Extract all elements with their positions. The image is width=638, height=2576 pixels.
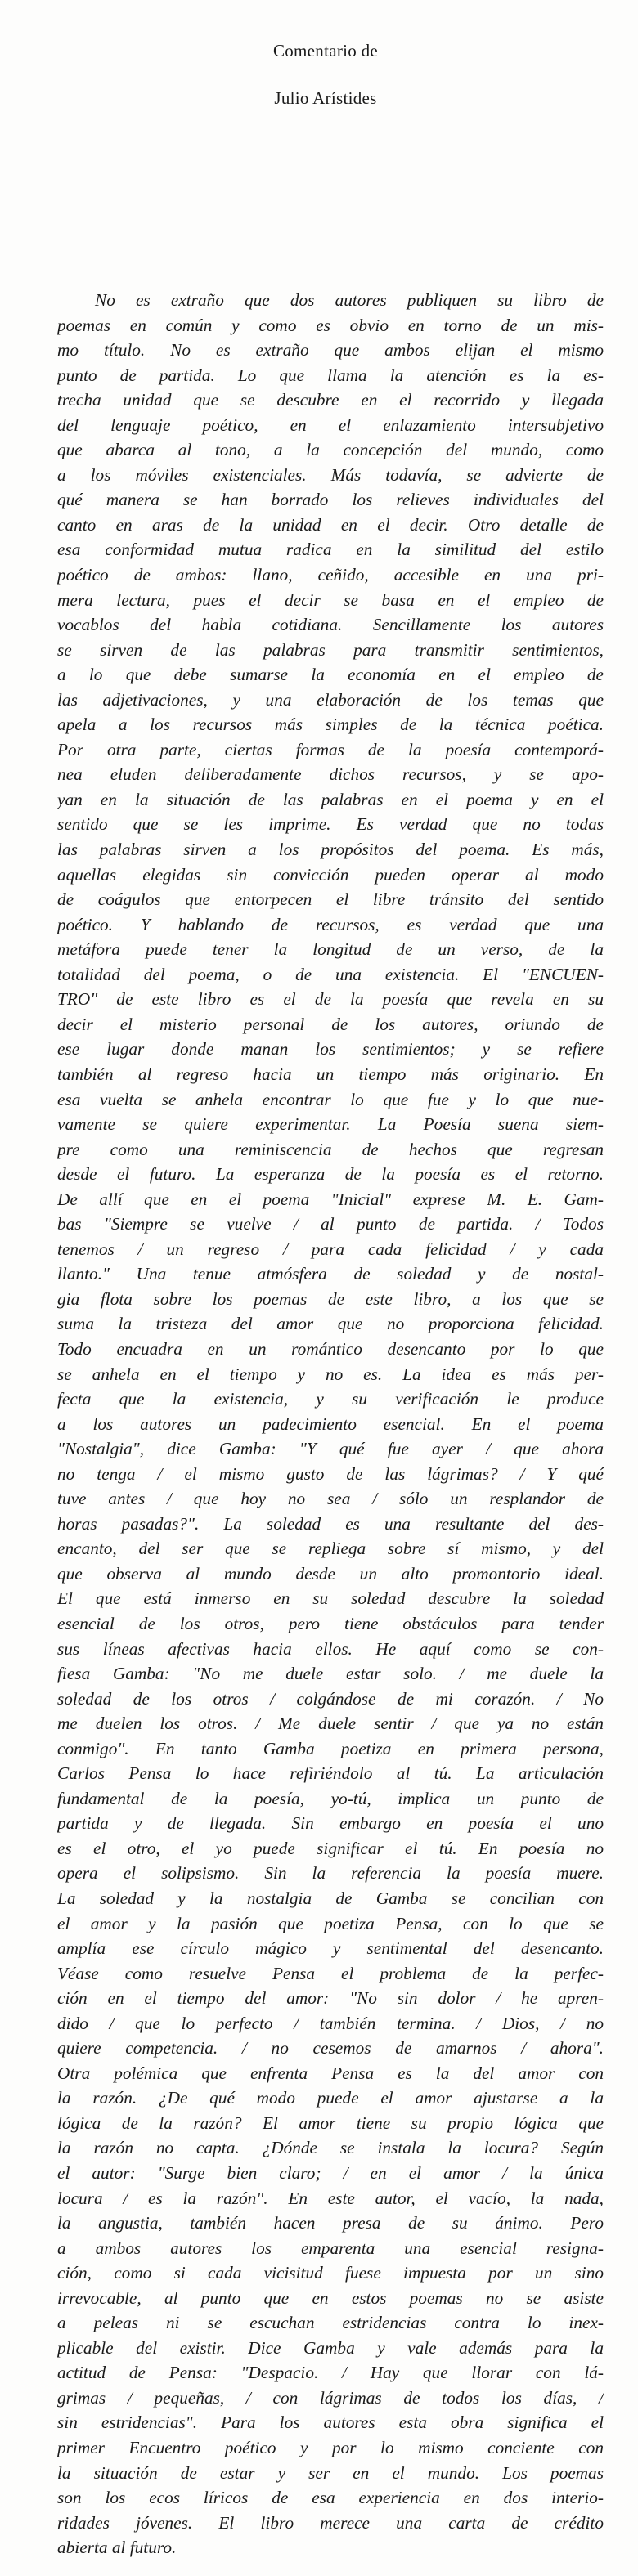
text-line: encanto, del ser que se repliega sobre sí mismo, y del — [57, 1539, 604, 1559]
text-line: se sirven de las palabras para transmitir sentimientos, — [57, 639, 604, 660]
author-name: Julio Arístides — [274, 88, 377, 108]
text-line: abierta al futuro. — [57, 2538, 177, 2558]
text-line: poemas en común y como es obvio en torno de un mis- — [57, 315, 604, 335]
text-line: a ambos autores los emparenta una esencial resigna- — [57, 2238, 604, 2258]
text-line: plicable del existir. Dice Gamba y vale además para la — [57, 2337, 604, 2358]
text-line: del lenguaje poético, en el enlazamiento intersubjetivo — [57, 414, 604, 435]
comment-label: Comentario de — [272, 41, 379, 60]
text-line: se anhela en el tiempo y no es. La idea es más per- — [57, 1364, 604, 1384]
text-line: esa vuelta se anhela encontrar lo que fue y lo que nue- — [57, 1089, 604, 1109]
text-line: "Nostalgia", dice Gamba: "Y qué fue ayer / que ahora — [57, 1439, 604, 1459]
text-line: también al regreso hacia un tiempo más originario. En — [57, 1064, 604, 1084]
text-line: Véase como resuelve Pensa el problema de la perfec- — [57, 1963, 604, 1983]
text-line: poético. Y hablando de recursos, es verdad que una — [57, 914, 604, 934]
text-line: son los ecos líricos de esa experiencia en dos interio- — [57, 2488, 604, 2508]
text-line: mera lectura, pues el decir se basa en el empleo de — [57, 589, 604, 610]
text-line: ción, como si cada vicisitud fuese impuesta por un sino — [57, 2263, 604, 2283]
text-line: dido / que lo perfecto / también termina. / Dios, / no — [57, 2013, 604, 2033]
text-line: sus líneas afectivas hacia ellos. He aquí como se con- — [57, 1638, 604, 1659]
text-line: horas pasadas?". La soledad es una resultante del des- — [57, 1513, 604, 1534]
text-line: el autor: "Surge bien claro; / en el amor / la única — [57, 2163, 604, 2184]
text-line: a los móviles existenciales. Más todavía, se advierte de — [57, 464, 604, 485]
text-line: de coágulos que entorpecen el libre tránsito del sentido — [57, 889, 604, 910]
text-line: es el otro, el yo puede significar el tú. En poesía no — [57, 1838, 604, 1858]
text-line: canto en aras de la unidad en el decir. Otro detalle de — [57, 514, 604, 535]
text-line: No es extraño que dos autores publiquen su libro de — [95, 290, 604, 310]
text-line: lógica de la razón? El amor tiene su propio lógica que — [57, 2112, 604, 2133]
text-line: suma la tristeza del amor que no proporciona felicidad. — [57, 1314, 604, 1334]
text-line: fiesa Gamba: "No me duele estar solo. / me duele la — [57, 1664, 604, 1684]
text-line: De allí que en el poema "Inicial" exprese M. E. Gam- — [57, 1189, 604, 1209]
text-line: partida y de llegada. Sin embargo en poesía el uno — [57, 1813, 604, 1834]
text-line: fecta que la existencia, y su verificación le produce — [57, 1389, 604, 1409]
text-line: qué manera se han borrado los relieves individuales del — [57, 490, 604, 510]
text-line: aquellas elegidas sin convicción pueden operar al modo — [57, 864, 604, 885]
text-line: totalidad del poema, o de una existencia. El "ENCUEN- — [57, 964, 604, 984]
text-line: vamente se quiere experimentar. La Poesía suena siem- — [57, 1114, 604, 1135]
text-line: Carlos Pensa lo hace refiriéndolo al tú. La articulación — [57, 1763, 604, 1784]
text-line: La soledad y la nostalgia de Gamba se concilian con — [57, 1888, 604, 1908]
text-line: las adjetivaciones, y una elaboración de los temas que — [57, 689, 604, 710]
text-line: me duelen los otros. / Me duele sentir / que ya no están — [57, 1714, 604, 1734]
text-line: a lo que debe sumarse la economía en el empleo de — [57, 665, 604, 685]
text-line: decir el misterio personal de los autores, oriundo de — [57, 1014, 604, 1034]
text-line: las palabras sirven a los propósitos del poema. Es más, — [57, 840, 604, 860]
text-line: punto de partida. Lo que llama la atención es la es- — [57, 365, 604, 385]
text-line: sentido que se les imprime. Es verdad que no todas — [57, 814, 604, 835]
text-line: El que está inmerso en su soledad descubre la soledad — [57, 1588, 604, 1609]
text-line: mo título. No es extraño que ambos elijan el mismo — [57, 340, 604, 361]
text-line: conmigo". En tanto Gamba poetiza en primera persona, — [57, 1738, 604, 1758]
text-line: ción en el tiempo del amor: "No sin dolor / he apren- — [57, 1988, 604, 2009]
text-line: no tenga / el mismo gusto de las lágrimas? / Y qué — [57, 1463, 604, 1484]
text-line: pre como una reminiscencia de hechos que regresan — [57, 1139, 604, 1159]
text-line: Por otra parte, ciertas formas de la poesía contemporá- — [57, 739, 604, 759]
text-line: la angustia, también hacen presa de su ánimo. Pero — [57, 2213, 604, 2233]
text-line: metáfora puede tener la longitud de un verso, de la — [57, 939, 604, 960]
text-line: el amor y la pasión que poetiza Pensa, con lo que se — [57, 1913, 604, 1933]
text-line: esa conformidad mutua radica en la similitud del estilo — [57, 540, 604, 560]
text-line: yan en la situación de las palabras en el poema y en el — [57, 789, 604, 809]
text-line: irrevocable, al punto que en estos poemas no se asiste — [57, 2287, 604, 2308]
text-line: amplía ese círculo mágico y sentimental del desencanto. — [57, 1938, 604, 1959]
text-line: tenemos / un regreso / para cada felicidad / y cada — [57, 1239, 604, 1259]
text-line: Todo encuadra en un romántico desencanto por lo que — [57, 1338, 604, 1359]
text-line: actitud de Pensa: "Despacio. / Hay que llorar con lá- — [57, 2363, 604, 2383]
text-line: desde el futuro. La esperanza de la poesía es el retorno. — [57, 1164, 604, 1185]
text-line: ese lugar donde manan los sentimientos; y se refiere — [57, 1039, 604, 1060]
text-line: que abarca al tono, a la concepción del mundo, como — [57, 440, 604, 460]
text-line: esencial de los otros, pero tiene obstáculos para tender — [57, 1613, 604, 1633]
text-line: la razón no capta. ¿Dónde se instala la locura? Según — [57, 2138, 604, 2158]
text-line: TRO" de este libro es el de la poesía que revela en su — [57, 989, 604, 1010]
text-line: opera el solipsismo. Sin la referencia la poesía muere. — [57, 1863, 604, 1884]
text-line: que observa al mundo desde un alto promontorio ideal. — [57, 1563, 604, 1584]
text-line: nea eluden deliberadamente dichos recursos, y se apo- — [57, 764, 604, 785]
text-line: vocablos del habla cotidiana. Sencillamente los autores — [57, 615, 604, 635]
text-line: apela a los recursos más simples de la técnica poética. — [57, 715, 604, 735]
text-line: ridades jóvenes. El libro merece una carta de crédito — [57, 2512, 604, 2533]
text-line: a peleas ni se escuchan estridencias contra lo inex- — [57, 2313, 604, 2333]
text-line: a los autores un padecimiento esencial. En el poema — [57, 1413, 604, 1434]
text-line: gia flota sobre los poemas de este libro, a los que se — [57, 1288, 604, 1309]
text-line: Otra polémica que enfrenta Pensa es la del amor con — [57, 2063, 604, 2083]
text-line: bas "Siempre se vuelve / al punto de partida. / Todos — [57, 1214, 604, 1234]
text-line: trecha unidad que se descubre en el recorrido y llegada — [57, 390, 604, 410]
text-line: locura / es la razón". En este autor, el vacío, la nada, — [57, 2188, 604, 2208]
text-line: llanto." Una tenue atmósfera de soledad y de nostal- — [57, 1264, 604, 1284]
text-line: grimas / pequeñas, / con lágrimas de todos los días, / — [57, 2387, 604, 2408]
text-line: la razón. ¿De qué modo puede el amor ajustarse a la — [57, 2088, 604, 2108]
text-line: primer Encuentro poético y por lo mismo conciente con — [57, 2438, 604, 2458]
text-line: tuve antes / que hoy no sea / sólo un resplandor de — [57, 1489, 604, 1509]
text-line: la situación de estar y ser en el mundo. Los poemas — [57, 2462, 604, 2483]
text-line: soledad de los otros / colgándose de mi corazón. / No — [57, 1688, 604, 1709]
text-line: sin estridencias". Para los autores esta obra significa el — [57, 2412, 604, 2433]
text-line: quiere competencia. / no cesemos de amarnos / ahora". — [57, 2038, 604, 2059]
text-line: poético de ambos: llano, ceñido, accesible en una pri- — [57, 565, 604, 585]
text-line: fundamental de la poesía, yo-tú, implica un punto de — [57, 1788, 604, 1808]
article-body — [57, 288, 604, 2560]
